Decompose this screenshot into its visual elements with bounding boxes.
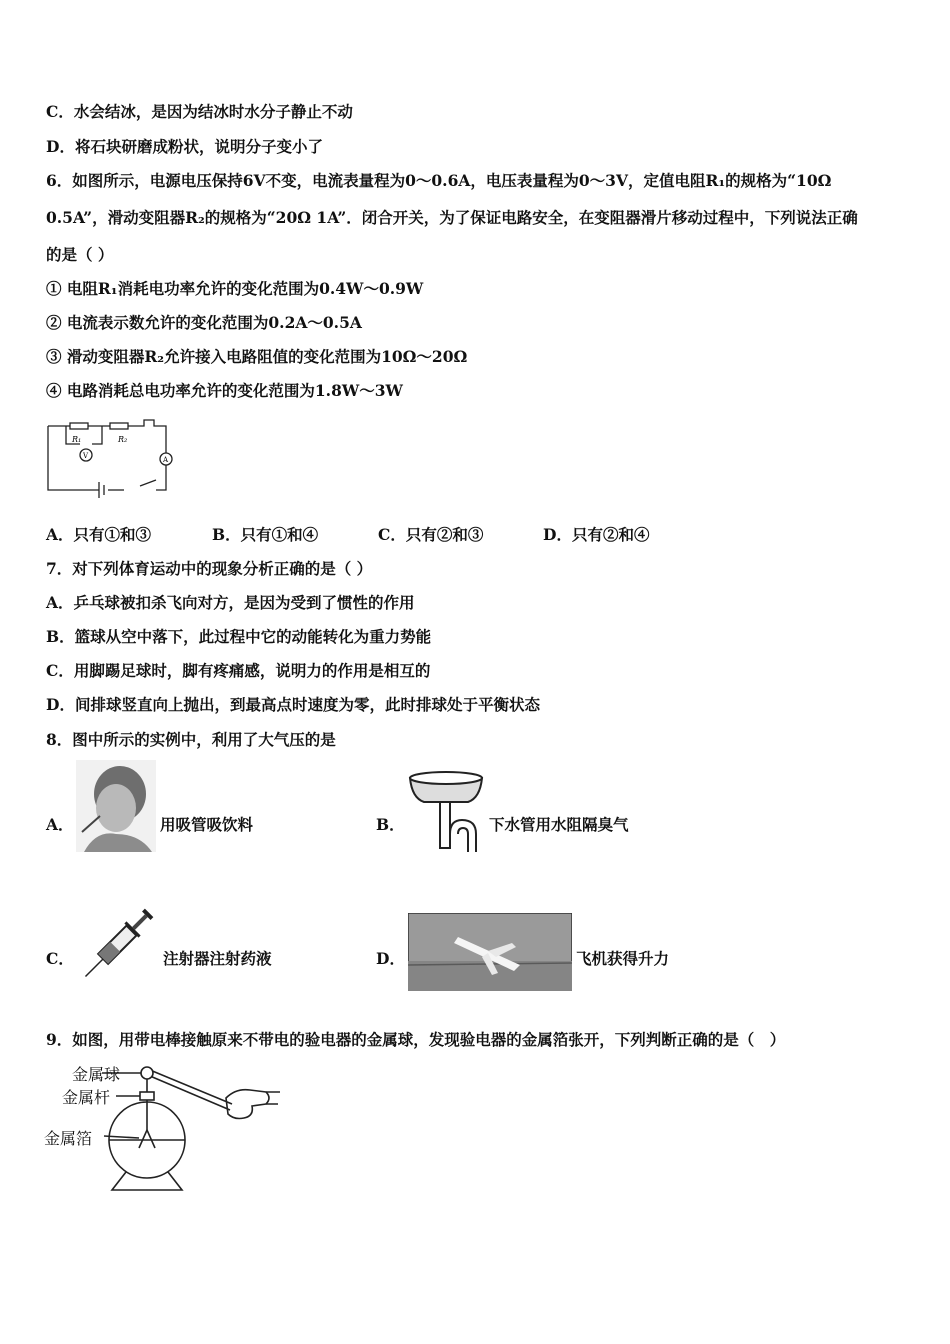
q6-option-d: D．只有②和④ [543,525,650,544]
circuit-diagram [44,418,179,498]
q8-stem: 8．图中所示的实例中，利用了大气压的是 [46,730,336,749]
q6-statement-2: ② 电流表示数允许的变化范围为0.2A～0.5A [46,313,362,332]
q6-option-a: A．只有①和③ [46,525,152,544]
syringe-image [76,898,160,990]
label-metal-rod: 金属杆 [62,1088,111,1107]
q7-option-c: C．用脚踢足球时，脚有疼痛感，说明力的作用是相互的 [46,661,431,680]
q8-letter-b: B． [376,815,405,834]
label-metal-ball: 金属球 [72,1065,121,1084]
q5-option-c: C．水会结冰，是因为结冰时水分子静止不动 [46,102,353,121]
q6-stem-line2: 0.5A”，滑动变阻器R₂的规格为“20Ω 1A”．闭合开关，为了保证电路安全，在变阻器滑片移动过程中，下列说法正确 [46,208,858,227]
q6-stem-line3: 的是（ ） [46,245,114,264]
ammeter-label: A [163,456,169,464]
q7-option-a: A．乒乓球被扣杀飞向对方，是因为受到了惯性的作用 [46,593,415,612]
straw-drinking-image [76,760,156,852]
q6-option-c: C．只有②和③ [378,525,484,544]
q8-caption-b: 下水管用水阻隔臭气 [489,815,629,834]
q6-statement-4: ④ 电路消耗总电功率允许的变化范围为1.8W～3W [46,381,403,400]
q8-caption-c: 注射器注射药液 [163,949,272,968]
q7-stem: 7．对下列体育运动中的现象分析正确的是（ ） [46,559,373,578]
q9-stem: 9．如图，用带电棒接触原来不带电的验电器的金属球，发现验电器的金属箔张开，下列判断正确的是（ ） [46,1030,786,1049]
label-metal-foil: 金属箔 [44,1129,93,1148]
q6-stem-line1: 6．如图所示，电源电压保持6V不变，电流表量程为0～0.6A，电压表量程为0～3V，定值电阻R₁的规格为“10Ω [46,171,832,190]
q6-option-b: B．只有①和④ [212,525,319,544]
q8-letter-c: C． [46,949,74,968]
r1-label: R₁ [72,435,82,444]
r2-label: R₂ [118,435,128,444]
airplane-image [408,913,572,991]
voltmeter-label: V [83,452,89,460]
q8-letter-d: D． [376,949,405,968]
q7-option-d: D．间排球竖直向上抛出，到最高点时速度为零，此时排球处于平衡状态 [46,695,540,714]
drain-trap-image [406,768,486,854]
q7-option-b: B．篮球从空中落下，此过程中它的动能转化为重力势能 [46,627,432,646]
q8-caption-d: 飞机获得升力 [576,949,670,968]
q6-statement-3: ③ 滑动变阻器R₂允许接入电路阻值的变化范围为10Ω～20Ω [46,347,468,366]
q5-option-d: D．将石块研磨成粉状，说明分子变小了 [46,137,323,156]
q8-caption-a: 用吸管吸饮料 [160,815,254,834]
q6-statement-1: ① 电阻R₁消耗电功率允许的变化范围为0.4W～0.9W [46,279,424,298]
q8-letter-a: A． [46,815,74,834]
